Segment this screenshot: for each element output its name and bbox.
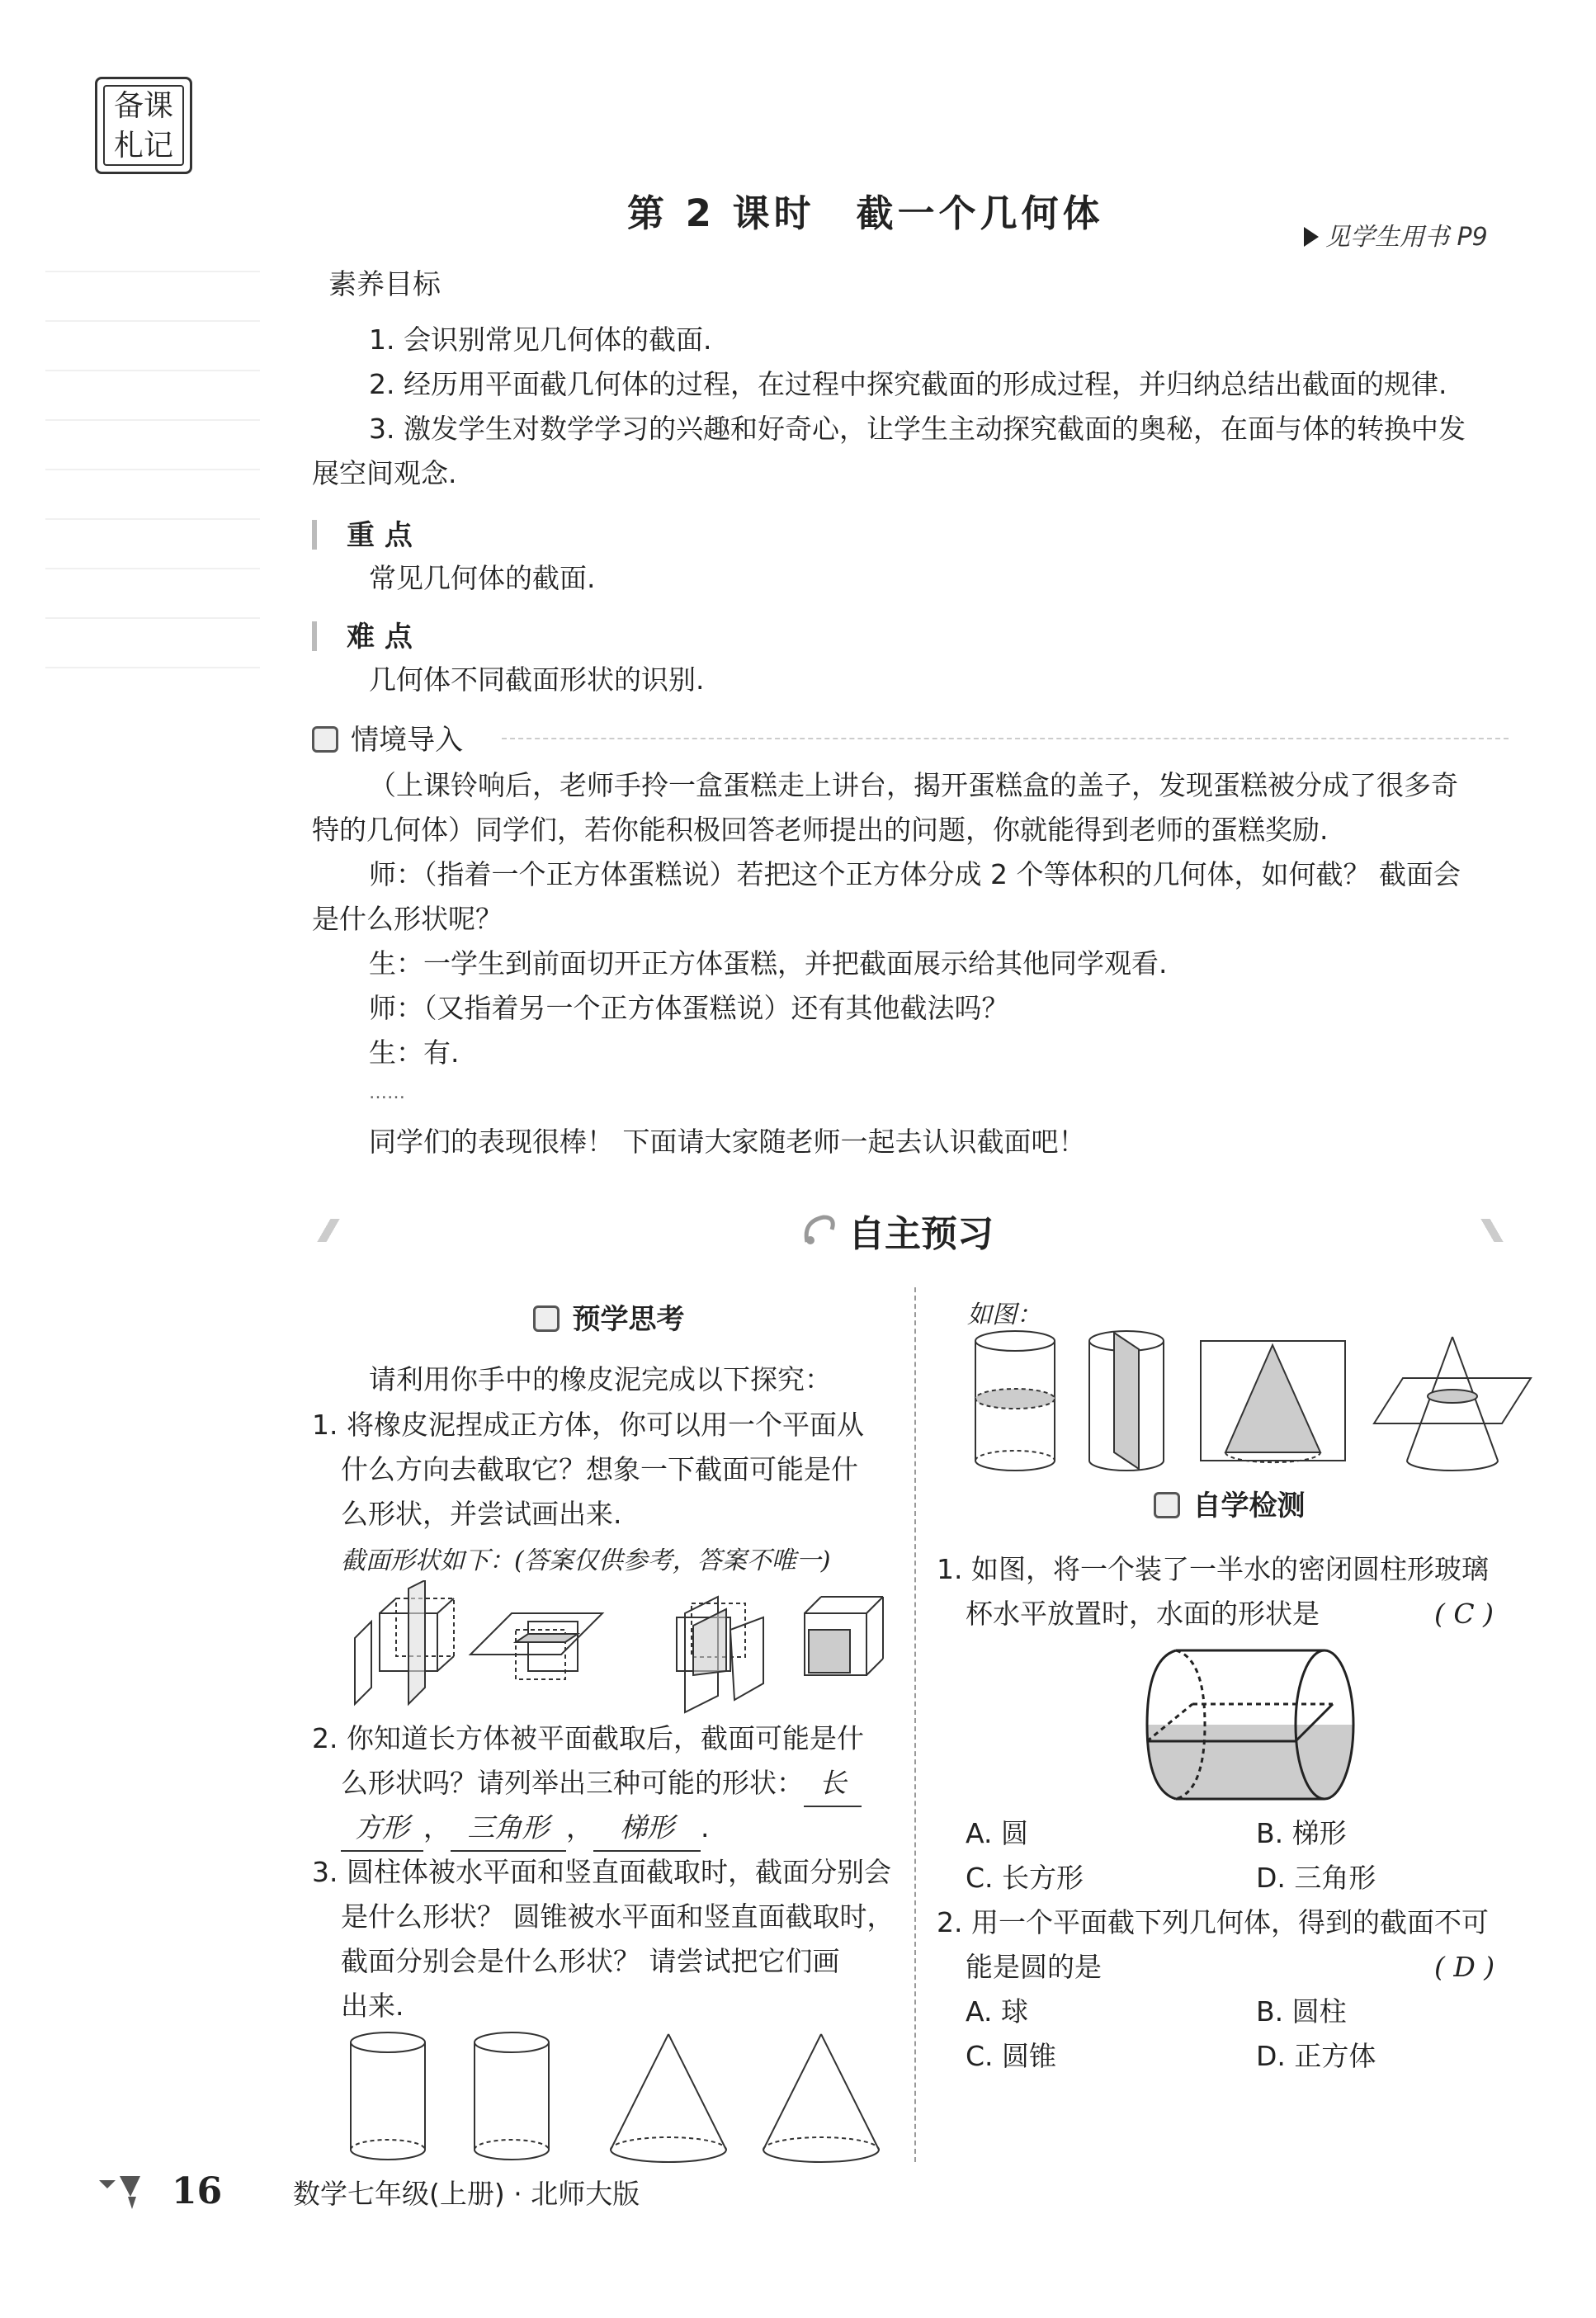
- checklist-icon: [1154, 1492, 1180, 1518]
- cylinder-sketch-2: [475, 2032, 549, 2160]
- footer-ornament-icon: [91, 2164, 157, 2213]
- margin-lines: [45, 223, 260, 685]
- key-heading: 重 点: [347, 519, 413, 552]
- intro-heading: 情境导入: [351, 724, 464, 757]
- goals-heading: 素养目标: [328, 268, 441, 301]
- banner-left-mark: [312, 1219, 345, 1242]
- difficult-text: 几何体不同截面形状的识别.: [369, 663, 705, 696]
- preview-header: [312, 1297, 906, 1342]
- intro-line-3: 师：（指着一个正方体蛋糕说）若把这个正方体分成 2 个等体积的几何体，如何截？ 截面会: [369, 858, 1461, 890]
- goal-1: 1. 会识别常见几何体的截面.: [369, 323, 712, 356]
- intro-rule: [502, 738, 1509, 739]
- badge-line1: 备课: [113, 89, 173, 123]
- chat-icon: [312, 726, 338, 753]
- preview-heading: 预学思考: [572, 1303, 685, 1336]
- preview-q2-answer-3: 梯形: [593, 1806, 701, 1852]
- student-book-ref: 见学生用书 P9: [1304, 216, 1488, 253]
- check-header: [924, 1484, 1535, 1528]
- intro-line-8: ……: [369, 1083, 405, 1103]
- badge-line2: 札记: [113, 129, 173, 163]
- cube-sketch-3: [677, 1597, 763, 1712]
- check-q1-l1: 1. 如图，将一个装了一半水的密闭圆柱形玻璃: [937, 1553, 1489, 1585]
- cylinder-horizontal-section: [975, 1331, 1055, 1471]
- intro-line-4: 是什么形状呢？: [312, 903, 503, 935]
- check-q2-option-c: C. 圆锥: [966, 2040, 1057, 2072]
- preview-q2-l1: 2. 你知道长方体被平面截取后，截面可能是什: [312, 1722, 864, 1754]
- preview-q3-l1: 3. 圆柱体被水平面和竖直面截取时，截面分别会: [312, 1856, 891, 1888]
- key-text: 常见几何体的截面.: [369, 562, 596, 594]
- right-fig-label: 如图：: [967, 1301, 1041, 1329]
- check-q1-option-d: D. 三角形: [1256, 1862, 1376, 1894]
- notes-badge: [95, 77, 192, 174]
- check-q1-l2: 杯水平放置时，水面的形状是: [966, 1598, 1320, 1630]
- comma-1: ，: [423, 1811, 451, 1844]
- intro-line-1: （上课铃响后，老师手拎一盒蛋糕走上讲台，揭开蛋糕盒的盖子，发现蛋糕被分成了很多奇: [369, 769, 1458, 801]
- page-number: 16: [172, 2170, 223, 2212]
- book-icon: [533, 1305, 560, 1332]
- check-heading: 自学检测: [1192, 1489, 1306, 1523]
- swirl-icon: [799, 1209, 840, 1250]
- banner-right-mark: [1476, 1219, 1509, 1242]
- intro-line-2: 特的几何体）同学们，若你能积极回答老师提出的问题，你就能得到老师的蛋糕奖励.: [312, 814, 1329, 846]
- intro-line-9: 同学们的表现很棒！ 下面请大家随老师一起去认识截面吧！: [369, 1126, 1086, 1158]
- preview-q2-prompt: 么形状吗？请列举出三种可能的形状：: [341, 1767, 804, 1799]
- check-q2-option-a: A. 球: [966, 1995, 1028, 2028]
- difficult-bar: [312, 621, 317, 651]
- cube-sections-figure: [347, 1580, 908, 1716]
- cone-horizontal-section: [1374, 1337, 1531, 1471]
- section-title: 自主预习: [848, 1213, 994, 1255]
- check-q2-option-b: B. 圆柱: [1256, 1995, 1347, 2028]
- preview-q3-l4: 出来.: [341, 1990, 404, 2022]
- goal-2: 2. 经历用平面截几何体的过程，在过程中探究截面的形成过程，并归纳总结出截面的规律.: [369, 368, 1447, 400]
- preview-q3-l3: 截面分别会是什么形状？ 请尝试把它们画: [341, 1945, 840, 1977]
- cone-vertical-section: [1201, 1341, 1345, 1462]
- check-q2-l2: 能是圆的是: [966, 1951, 1102, 1983]
- cube-sketch-1: [355, 1580, 454, 1704]
- q2-period: .: [701, 1811, 710, 1844]
- preview-intro: 请利用你手中的橡皮泥完成以下探究：: [369, 1363, 832, 1395]
- preview-q3-l2: 是什么形状？ 圆锥被水平面和竖直面截取时，: [341, 1900, 895, 1933]
- solids-sections-figure: [957, 1329, 1535, 1477]
- key-bar: [312, 520, 317, 550]
- check-q2-option-d: D. 正方体: [1256, 2040, 1376, 2072]
- cone-sketch-1: [611, 2034, 726, 2162]
- preview-q2-answer-1b: 方形: [341, 1806, 423, 1852]
- cylinder-sketch-1: [351, 2032, 425, 2160]
- book-name: 数学七年级(上册) · 北师大版: [293, 2178, 640, 2210]
- glass-cylinder-figure: [1143, 1642, 1358, 1807]
- preview-q1-l1: 1. 将橡皮泥捏成正方体，你可以用一个平面从: [312, 1409, 864, 1441]
- intro-header: [312, 718, 1509, 764]
- intro-line-5: 生：一学生到前面切开正方体蛋糕，并把截面展示给其他同学观看.: [369, 947, 1168, 980]
- check-q1-option-b: B. 梯形: [1256, 1817, 1347, 1849]
- check-q2-l1: 2. 用一个平面截下列几何体，得到的截面不可: [937, 1906, 1489, 1938]
- check-q1-option-a: A. 圆: [966, 1817, 1028, 1849]
- check-q1-option-c: C. 长方形: [966, 1862, 1084, 1894]
- section-banner: [312, 1201, 1509, 1258]
- comma-2: ，: [566, 1811, 593, 1844]
- intro-line-7: 生：有.: [369, 1036, 460, 1069]
- preview-q1-l2: 什么方向去截取它？想象一下截面可能是什: [341, 1453, 858, 1485]
- column-divider: [914, 1287, 916, 2162]
- goal-3-cont: 展空间观念.: [312, 457, 457, 489]
- difficult-heading: 难 点: [347, 621, 413, 654]
- cone-sketch-2: [763, 2034, 879, 2162]
- preview-q2-l3: [341, 1806, 710, 1852]
- page-title: 第 2 课时 截一个几何体: [627, 191, 1104, 235]
- cylinder-vertical-section: [1089, 1331, 1164, 1471]
- preview-q2-answer-1a: 长: [804, 1761, 862, 1807]
- preview-q1-l3: 么形状，并尝试画出来.: [341, 1498, 622, 1530]
- check-q1-answer: ( C ): [1434, 1598, 1494, 1630]
- preview-q1-answer: 截面形状如下：(答案仅供参考，答案不唯一): [341, 1546, 831, 1575]
- preview-q2-answer-2: 三角形: [451, 1806, 566, 1852]
- cylinder-cone-figure: [338, 2026, 883, 2166]
- cube-sketch-2: [470, 1613, 602, 1679]
- check-q2-answer: ( D ): [1434, 1951, 1495, 1983]
- preview-q2-l2: [341, 1761, 862, 1807]
- goal-3: 3. 激发学生对数学学习的兴趣和好奇心，让学生主动探究截面的奥秘，在面与体的转换中发: [369, 413, 1466, 445]
- intro-line-6: 师：（又指着另一个正方体蛋糕说）还有其他截法吗？: [369, 992, 1009, 1024]
- cube-sketch-4: [805, 1597, 883, 1675]
